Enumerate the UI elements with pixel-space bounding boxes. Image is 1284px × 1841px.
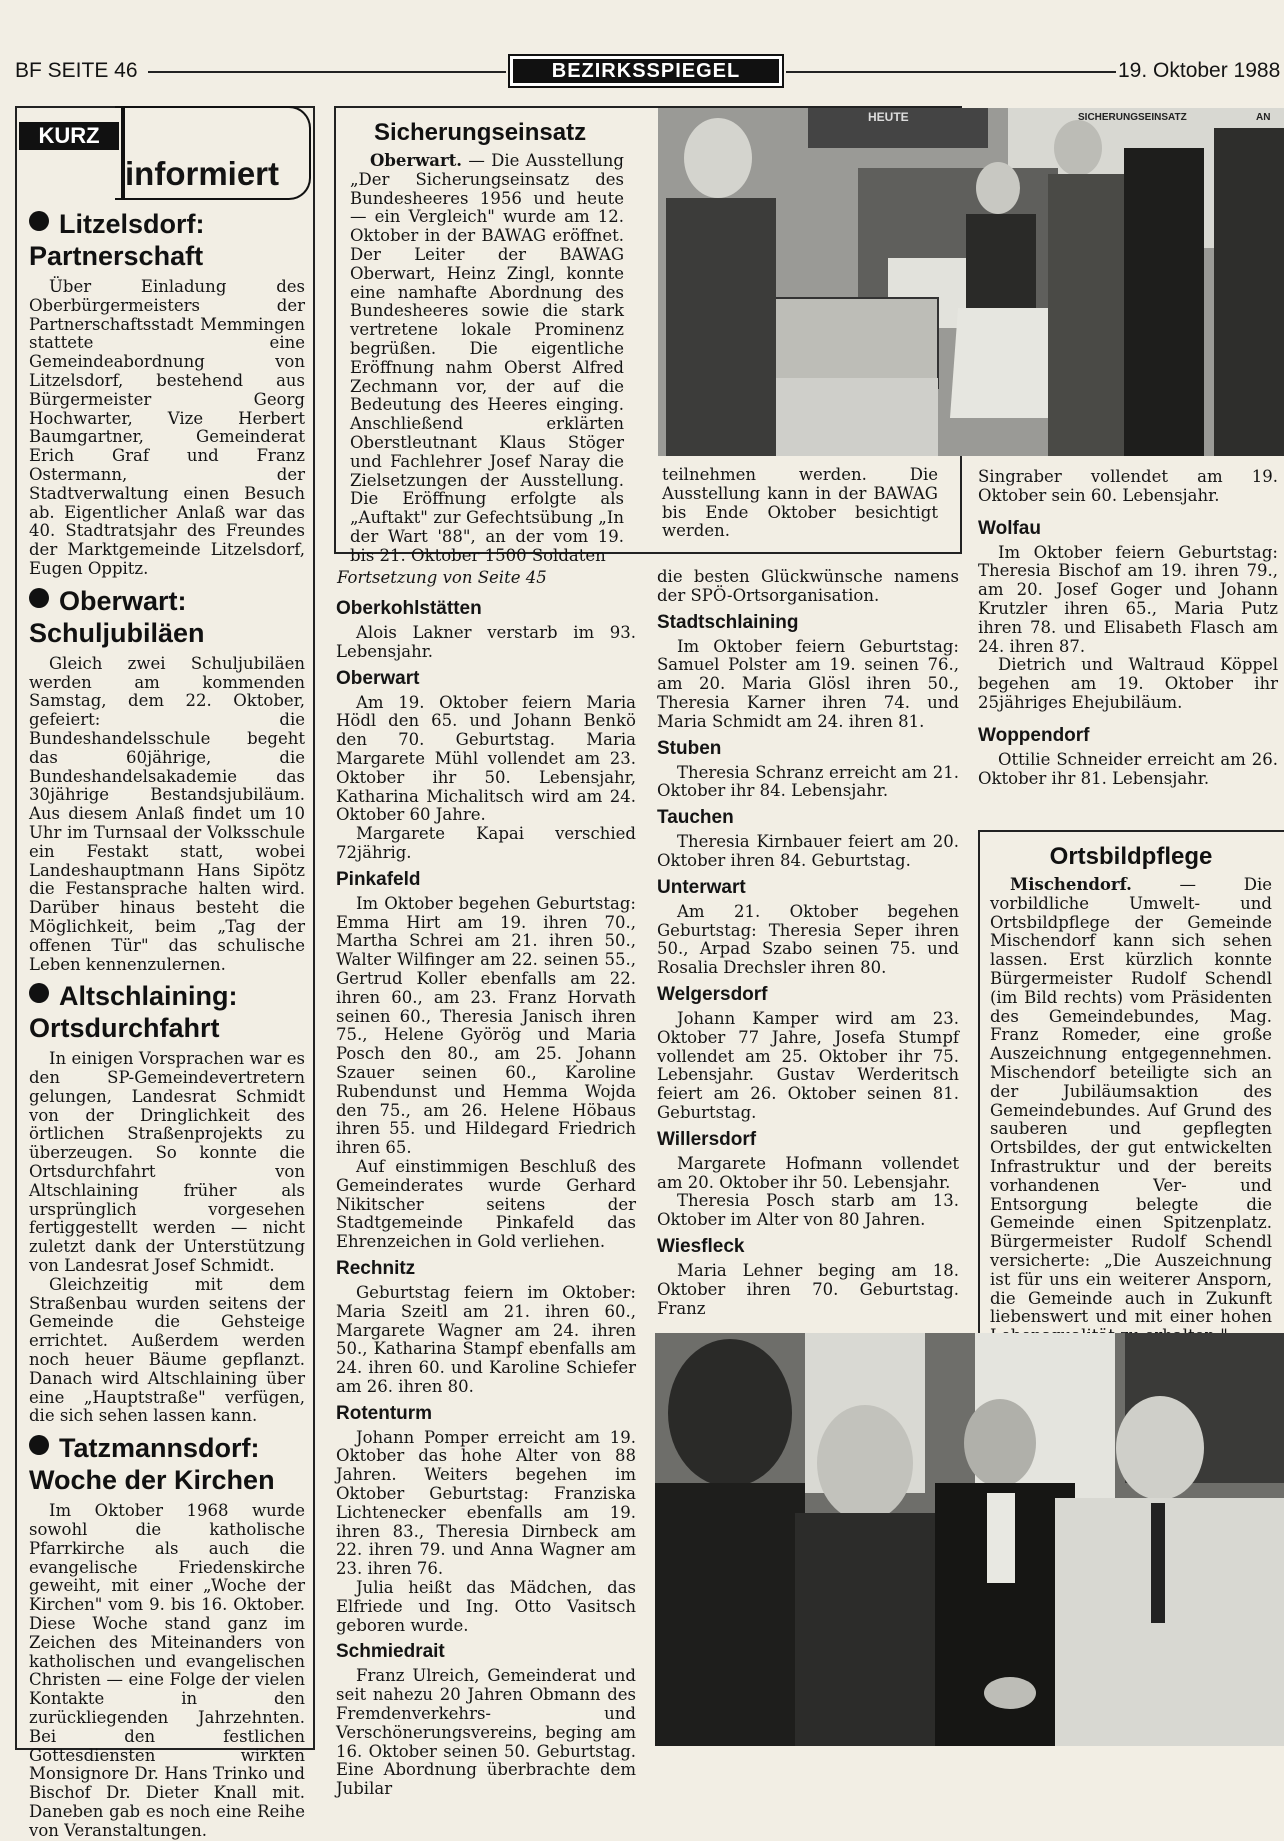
- city-text: Ottilie Schneider erreicht am 26. Oktober ihr 81. Lebensjahr.: [978, 749, 1278, 788]
- city-text: Dietrich und Waltraud Köppel begehen am 19. Oktober ihr 25jähriges Ehejubiläum.: [978, 655, 1278, 712]
- city-text: Geburtstag feiern im Oktober: Maria Szeitl am 21. ihren 60., Margarete Wagner am 24. ihren 50., Katharina Stampf ebenfalls am 24. ihren 60. und Karoline Schiefer am 26. ihren 80.: [336, 1282, 636, 1396]
- city-text: die besten Glückwünsche namens der SPÖ-Ortsorganisation.: [657, 567, 959, 605]
- left-article: [29, 980, 305, 1426]
- article-body: Im Oktober 1968 wurde sowohl die katholische Pfarrkirche als auch die evangelische Friedenskirche geweiht, mit einer „Woche der Kirchen" vom 9. bis 16. Oktober. Diese Woche stand ganz im Zeichen des Miteinanders von katholischen und evangelischen Christen — eine Folge der vielen Kontakte in den zurückliegenden Jahrzehnten. Bei den festlichen Gottesdiensten wirkten Monsignore Dr. Hans Trinko und Bischof Dr. Dieter Knall mit. Daneben gab es noch eine Reihe von Veranstaltungen.: [29, 1501, 305, 1840]
- kurz-label: KURZ: [19, 122, 119, 150]
- city-heading: Oberkohlstätten: [336, 598, 482, 619]
- photo-sign: AN: [1256, 112, 1271, 123]
- fortsetzung-note: Fortsetzung von Seite 45: [337, 568, 547, 587]
- kurz-box-border: [115, 106, 311, 200]
- article-subtitle: Ortsdurchfahrt: [29, 1013, 220, 1044]
- left-article: [29, 1432, 305, 1840]
- city-text: Singraber vollendet am 19. Oktober sein 60. Lebensjahr.: [978, 467, 1278, 505]
- city-text: Alois Lakner verstarb im 93. Lebensjahr.: [336, 623, 636, 661]
- award-photo: [655, 1333, 1284, 1746]
- ortsbild-body: Mischendorf. — Die vorbildliche Umwelt- und Ortsbildpflege der Gemeinde Mischendorf kann sich sehen lassen. Erst kürzlich konnte Bürgermeister Rudolf Schendl (im Bild rechts) vom Präsidenten des Gemeindebundes, Mag. Franz Romeder, eine große Auszeichnung entgegennehmen. Mischendorf beteiligte sich an der Jubiläumsaktion des Gemeindebundes. Auf Grund des sauberen und gepflegten Ortsbildes, der gut entwickelten Infrastruktur und der bereits vorhandenen Ver- und Entsorgung belegte die Gemeinde einen Spitzenplatz. Bürgermeister Rudolf Schendl versicherte: „Die Auszeichnung ist für uns ein weiterer Ansporn, die Gemeinde auch in Zukunft liebenswert und mit einer hohen: [990, 875, 1272, 1327]
- ortsbild-text: [990, 842, 1272, 1346]
- sicherung-body: Oberwart. — Die Ausstellung „Der Sicherungseinsatz des Bundesheeres 1956 und heute — ein Vergleich" wurde am 12. Oktober in der BAWAG eröffnet. Der Leiter der BAWAG Oberwart, Heinz Zingl, konnte eine namhafte Abordnung des Bundesheeres sowie die stark vertretene lokale Prominenz begrüßen. Die eigentliche Eröffnung nahm Oberst Alfred Zechmann vor, der auf die Bedeutung des Heeres einging. Anschließend erklärten Oberstleutnant Klaus Stöger und Fachlehrer Josef Naray die Zielsetzungen der Ausstellung. Die Eröffnung erfolgte als „Auftakt" zur Gefechtsübung „In der Wart '88", an der vom 19. bis 21. Oktober 1500 Soldaten: [350, 151, 624, 565]
- city-heading: Willersdorf: [657, 1128, 757, 1150]
- city-text: Auf einstimmigen Beschluß des Gemeinderates wurde Gerhard Nikitscher seitens der Stadtgemeinde Pinkafeld das Ehrenzeichen in Gold verliehen.: [336, 1156, 636, 1252]
- city-heading: Wiesfleck: [657, 1235, 745, 1257]
- city-heading: Rotenturm: [336, 1402, 433, 1424]
- city-heading: Oberwart: [336, 667, 420, 689]
- article-body: In einigen Vorsprachen war es den SP-Gemeindevertretern gelungen, Landesrat Schmidt von der Dringlichkeit des örtlichen Straßenprojekts zu überzeugen. So konnte die Ortsdurchfahrt von Altschlaining früher als ursprünglich vorgesehen fertiggestellt werden — nicht zuletzt dank der Unterstützung von Landesrat Josef Schmidt.: [29, 1049, 305, 1276]
- bullet-icon: [29, 1435, 49, 1455]
- city-heading: Stuben: [657, 737, 722, 759]
- city-text: Julia heißt das Mädchen, das Elfriede und Ing. Otto Vasitsch geboren wurde.: [336, 1578, 636, 1635]
- city-text: Margarete Hofmann vollendet am 20. Oktober ihr 50. Lebensjahr.: [657, 1153, 959, 1192]
- article-body: Über Einladung des Oberbürgermeisters der Partnerschaftsstadt Memmingen stattete eine Gemeindeabordnung von Litzelsdorf, bestehend aus Bürgermeister Georg Hochwarter, Vize Herbert Baumgartner, Gemeinderat Erich Graf und Franz Ostermann, der Stadtverwaltung einen Besuch ab. Eigentlicher Anlaß war das 40. Stadtratsjahr des Freundes der Marktgemeinde Litzelsdorf, Eugen Oppitz.: [29, 277, 305, 578]
- city-text: Am 19. Oktober feiern Maria Hödl den 65. und Johann Benkö den 70. Geburtstag. Maria Margarete Mühl vollendet am 23. Oktober ihr 50. Lebensjahr, Katharina Michalitsch wird am 24. Oktober 60 Jahre.: [336, 692, 636, 825]
- city-heading: Wolfau: [978, 517, 1041, 539]
- sicherung-photo: [658, 108, 1284, 456]
- city-text: Theresia Kirnbauer feiert am 20. Oktober ihren 84. Geburtstag.: [657, 832, 959, 870]
- city-heading: Tauchen: [657, 807, 734, 829]
- article-body: Gleichzeitig mit dem Straßenbau wurden seitens der Gemeinde die Gehsteige errichtet. Außerdem werden noch heuer Bäume gepflanzt. Danach wird Altschlaining über eine „Hauptstraße" verfügen, die sich sehen lassen kann.: [29, 1274, 305, 1426]
- exhibition-photo: [658, 108, 1284, 456]
- photo-sign: HEUTE: [868, 110, 909, 124]
- left-article: [29, 208, 305, 579]
- ortsbild-lead: Mischendorf.: [1010, 875, 1132, 894]
- city-heading: Woppendorf: [978, 724, 1090, 746]
- city-text: Im Oktober feiern Geburtstag: Samuel Polster am 19. seinen 76., am 20. Maria Glösl ihren 50., Theresia Karner ihren 74. und Maria Schmidt am 24. ihren 81.: [657, 636, 959, 731]
- article-title: Litzelsdorf:: [29, 208, 305, 240]
- city-heading: Pinkafeld: [336, 868, 421, 890]
- page-folio: BF SEITE 46: [15, 59, 138, 82]
- city-text: Theresia Posch starb am 13. Oktober im Alter von 80 Jahren.: [657, 1191, 959, 1230]
- sicherung-text: [350, 118, 624, 566]
- city-heading: Rechnitz: [336, 1257, 416, 1279]
- city-heading: Stadtschlaining: [657, 611, 799, 633]
- city-heading: Schmiedrait: [336, 1641, 445, 1663]
- article-subtitle: Schuljubiläen: [29, 617, 205, 648]
- header-rule-left: [148, 71, 506, 73]
- left-article: [29, 585, 305, 975]
- ceremony-photo: [655, 1333, 1284, 1746]
- article-title: Tatzmannsdorf:: [29, 1432, 305, 1464]
- city-text: Johann Kamper wird am 23. Oktober 77 Jahre, Josefa Stumpf vollendet am 25. Oktober ihr 75. Lebensjahr. Gustav Werderitsch feiert am 26. Oktober seinen 81. Geburtstag.: [657, 1008, 959, 1122]
- city-text: Im Oktober feiern Geburtstag: Theresia Bischof am 19. ihren 79., am 20. Josef Goger und Johann Krutzler ihren 65., Maria Putz ihren 78. und Elisabeth Flasch am 24. ihren 87.: [978, 542, 1278, 656]
- masthead-title: BEZIRKSSPIEGEL: [513, 59, 779, 83]
- ortsbild-title: Ortsbildpflege: [1049, 843, 1213, 870]
- city-text: Im Oktober begehen Geburtstag: Emma Hirt am 19. ihren 70., Martha Schrei am 21. ihren 50., Walter Wilfinger am 22. seinen 55., Gertrud Koller ebenfalls am 22. ihren 60., am 23. Franz Horvath seinen 60., Theresia Janisch ihren 75., Helene Györög und Maria Posch den 80., am 25. Johann Szauer seinen 60., Karoline Rubendunst und Hemma Wojda den 75., am 26. Helene Höbaus ihren 55. und Hildegard Friedrich ihren 65.: [336, 893, 636, 1158]
- city-text: Margarete Kapai verschied 72jährig.: [336, 824, 636, 862]
- column-a: [336, 592, 636, 1799]
- column-b: [657, 568, 959, 1318]
- article-title: Altschlaining:: [29, 980, 305, 1012]
- article-body: Gleich zwei Schuljubiläen werden am kommenden Samstag, dem 22. Oktober, gefeiert: die Bundeshandelsschule begeht das 60jährige, die Bundeshandelsakademie das 30jährige Bestandsjubiläum. Aus diesem Anlaß findet um 10 Uhr im Turnsaal der Volksschule ein Festakt statt, wobei Landeshauptmann Hans Sipötz die Festansprache halten wird. Darüber hinaus besteht die Möglichkeit, beim „Tag der offenen Tür" das schulische Leben kennenzulernen.: [29, 653, 305, 974]
- article-subtitle: Partnerschaft: [29, 241, 204, 271]
- article-subtitle: Woche der Kirchen: [29, 1465, 275, 1496]
- left-articles: [29, 208, 305, 1841]
- city-heading: Welgersdorf: [657, 983, 768, 1005]
- sicherung-lead: Oberwart.: [370, 151, 463, 170]
- city-text: Johann Pomper erreicht am 19. Oktober das hohe Alter von 88 Jahren. Weiters begehen im Oktober Geburtstag: Franziska Lichtenecker ebenfalls am 19. ihren 83., Theresia Dirnbeck am 22. ihren 79. und Anna Wagner am 23. ihren 76.: [336, 1427, 636, 1579]
- city-text: Am 21. Oktober begehen Geburtstag: Theresia Seper ihren 50., Arpad Szabo seinen 75. und Rosalia Drechsler ihren 80.: [657, 901, 959, 978]
- bullet-icon: [29, 588, 49, 608]
- sicherung-title: Sicherungseinsatz: [374, 119, 587, 146]
- header-rule-right: [786, 71, 1116, 73]
- city-text: Franz Ulreich, Gemeinderat und seit nahezu 20 Jahren Obmann des Fremdenverkehrs- und Verschönerungsvereins, beging am 16. Oktober seinen 50. Geburtstag. Eine Abordnung überbrachte dem Jubilar: [336, 1666, 636, 1799]
- article-title: Oberwart:: [29, 585, 305, 617]
- kurz-informiert-box: [15, 106, 315, 202]
- bullet-icon: [29, 211, 49, 231]
- city-text: Theresia Schranz erreicht am 21. Oktober ihr 84. Lebensjahr.: [657, 762, 959, 801]
- masthead: [508, 54, 784, 88]
- bullet-icon: [29, 983, 49, 1003]
- informiert-label: informiert: [125, 155, 280, 192]
- issue-date: 19. Oktober 1988: [1118, 59, 1281, 82]
- photo-sign: SICHERUNGSEINSATZ: [1078, 112, 1187, 123]
- column-c: [978, 468, 1278, 788]
- city-text: Maria Lehner beging am 18. Oktober ihren 70. Geburtstag. Franz: [657, 1260, 959, 1318]
- sicherung-continuation: teilnehmen werden. Die Ausstellung kann in der BAWAG bis Ende Oktober besichtigt werden.: [662, 465, 938, 541]
- city-heading: Unterwart: [657, 876, 746, 898]
